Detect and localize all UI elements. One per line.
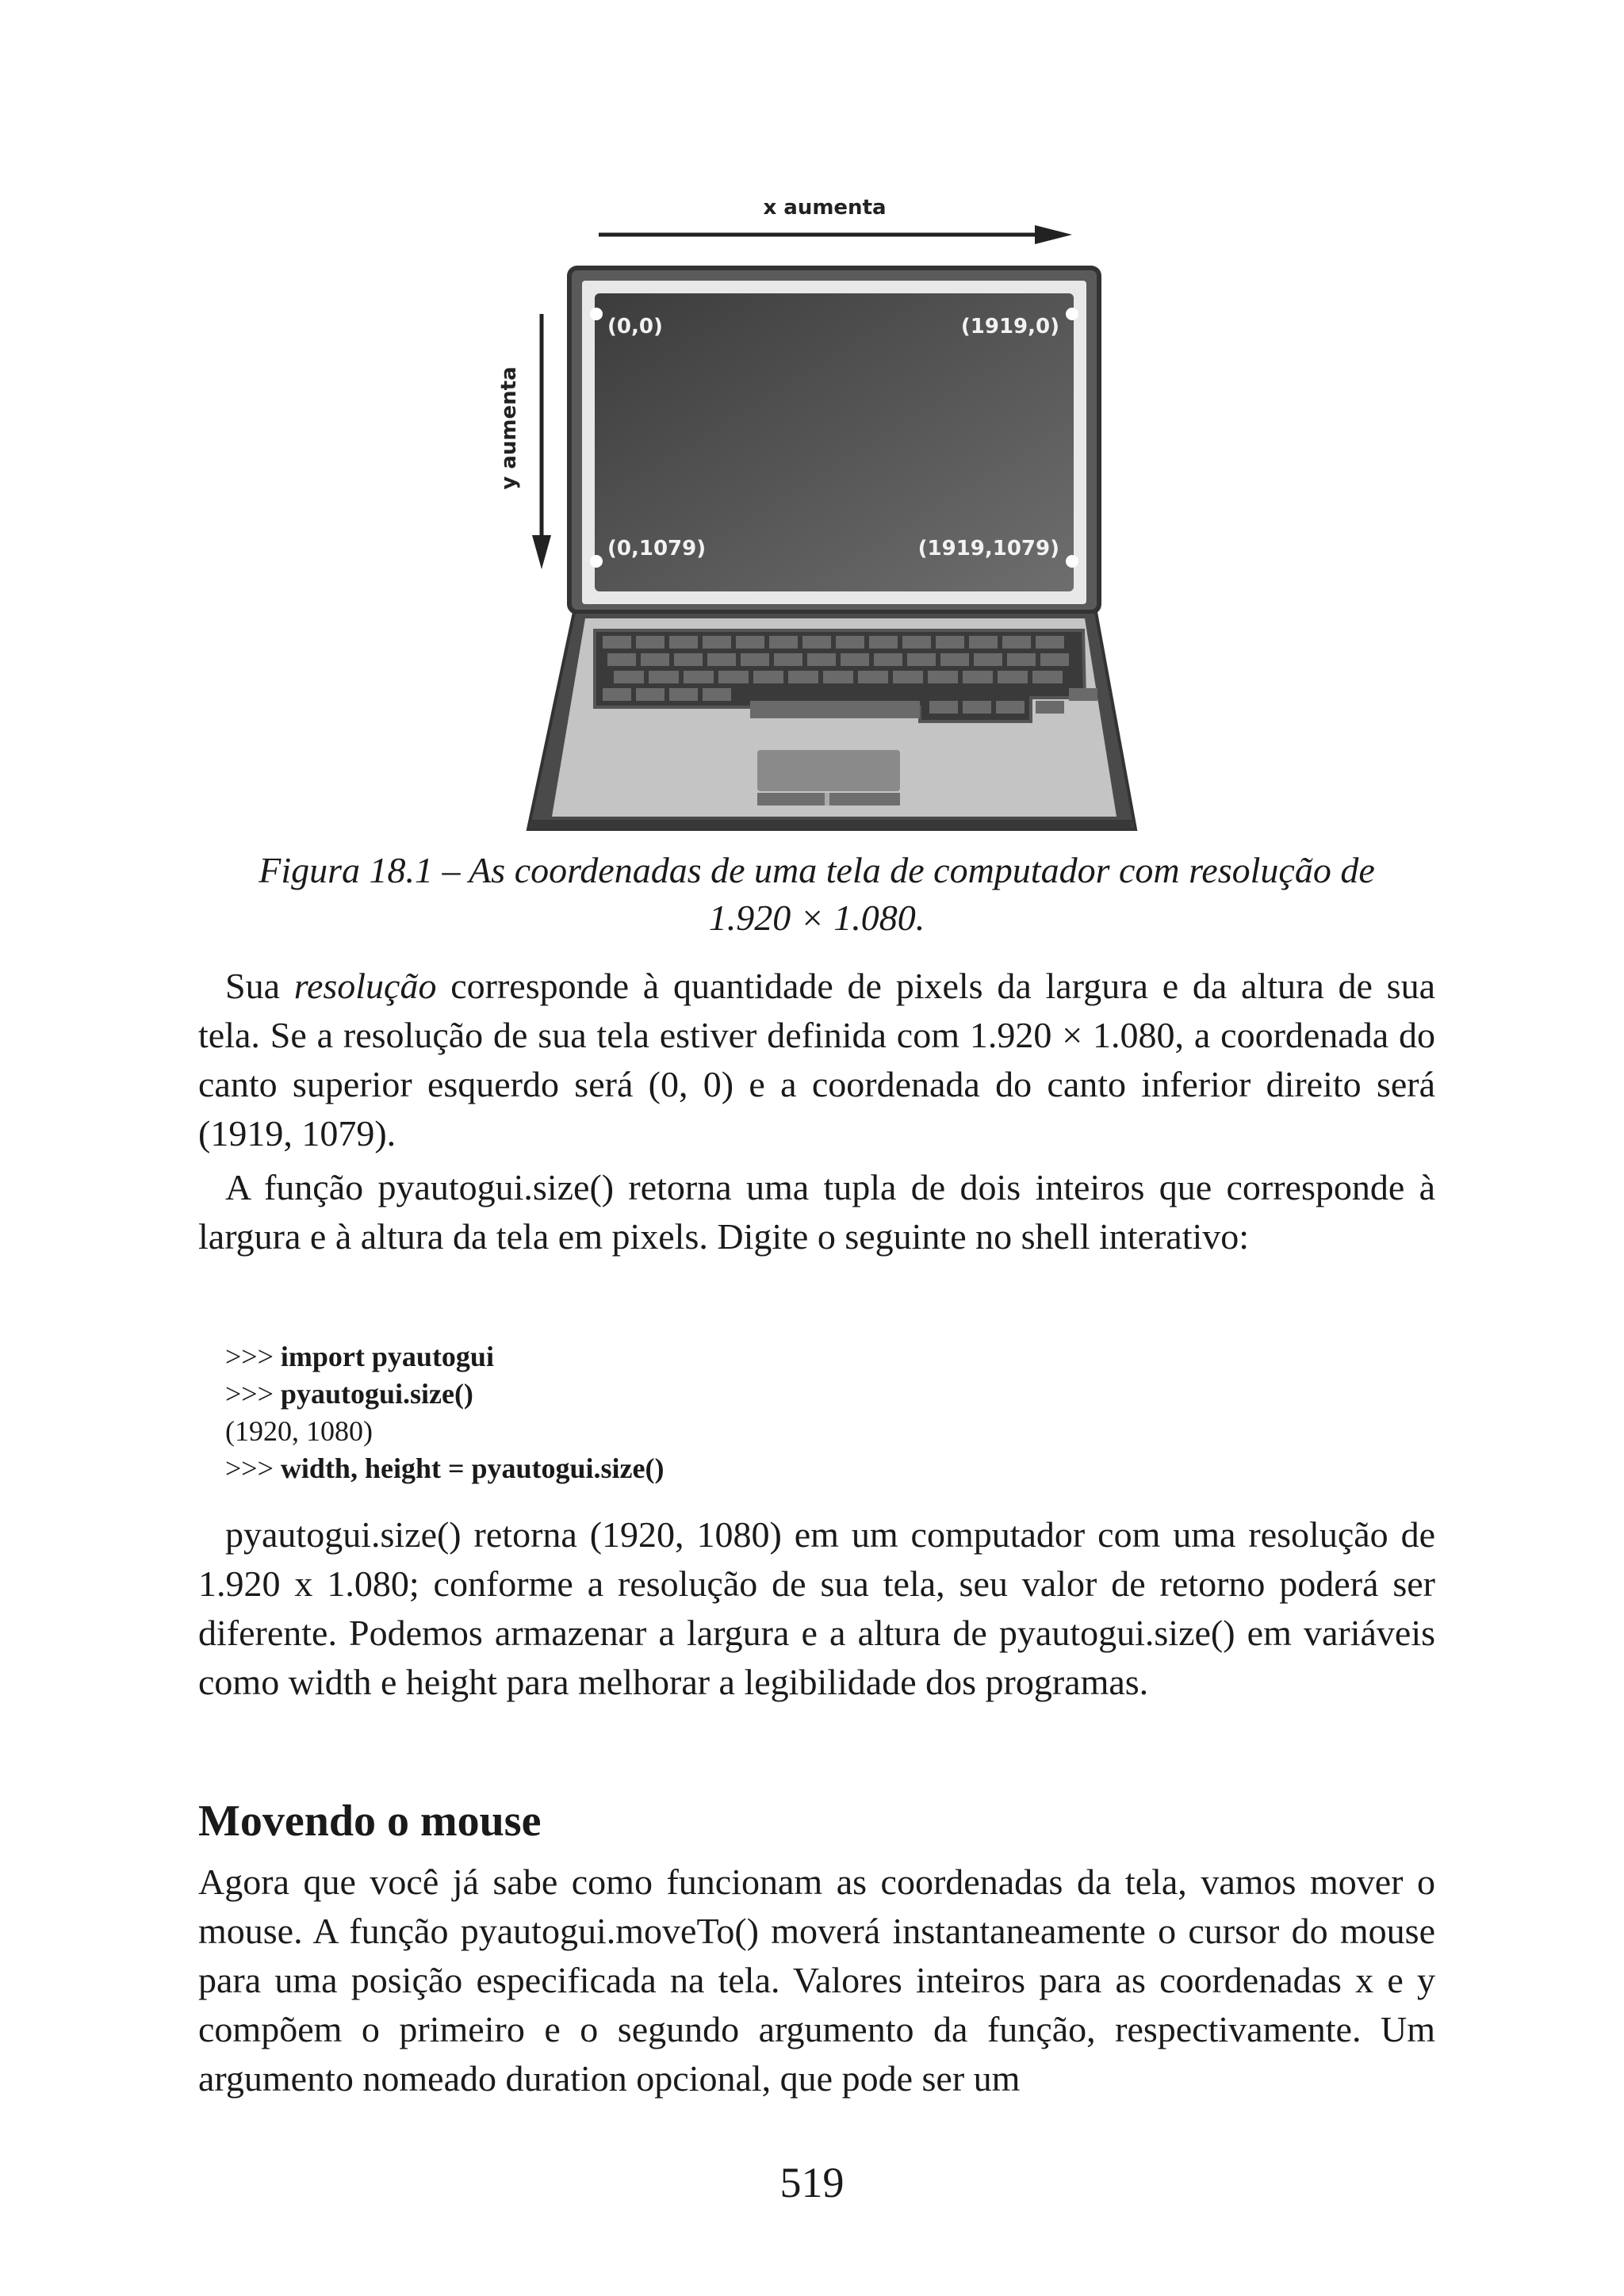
keyboard-key — [1069, 688, 1097, 701]
code-prompt: >>> — [225, 1452, 281, 1484]
keyboard-key — [703, 688, 731, 701]
corner-dot-top-right — [1066, 308, 1078, 320]
keyboard-key — [707, 653, 736, 666]
keyboard-key — [1032, 671, 1063, 683]
section-heading: Movendo o mouse — [198, 1797, 542, 1846]
keyboard-key — [788, 671, 818, 683]
caption-line-2: 1.920 × 1.080. — [708, 897, 925, 938]
keyboard-key — [1040, 653, 1069, 666]
keyboard-key — [703, 636, 731, 649]
keyboard-key — [823, 671, 853, 683]
keyboard-key — [614, 671, 644, 683]
corner-dot-top-left — [590, 308, 603, 320]
keyboard-key — [929, 701, 958, 714]
keyboard-key — [963, 701, 991, 714]
keyboard-key — [1007, 653, 1036, 666]
keyboard-key — [636, 688, 665, 701]
paragraph-move-mouse: Agora que você já sabe como funcionam as coordenadas da tela, vamos mover o mouse. A função pyautogui.moveTo() moverá instantaneamente o cursor do mouse para uma posição especificada na tela. Valores inteiros para as coordenadas x e y compõem o primeiro e o segundo argumento da função, respectivamente. Um argumento nomeado duration opcional, que pode ser um — [198, 1862, 1435, 2099]
keyboard-key — [641, 653, 669, 666]
code-line-1 — [225, 1338, 1335, 1376]
paragraph-resolution — [198, 962, 1435, 1158]
keyboard-key — [963, 671, 993, 683]
keyboard-key — [684, 671, 714, 683]
laptop-lid — [569, 268, 1099, 612]
keyboard-key — [753, 671, 783, 683]
keyboard-key — [603, 688, 631, 701]
keyboard-key — [841, 653, 869, 666]
code-statement: pyautogui.size() — [280, 1378, 473, 1410]
laptop-coordinates-figure — [476, 174, 1174, 840]
keyboard-key — [774, 653, 802, 666]
page-number: 519 — [779, 2159, 845, 2206]
keyboard-key — [669, 688, 698, 701]
keyboard-key — [936, 636, 964, 649]
keyboard-key — [769, 636, 798, 649]
coord-top-right: (1919,0) — [960, 315, 1059, 339]
para1-rest: corresponde à quantidade de pixels da largura e da altura de sua tela. Se a resolução de sua tela estiver definida com 1.920 × 1.080, a coordenada do canto superior esquerdo será (0, 0) e a coordenada do canto inferior direito será (1919, 1079). — [198, 966, 1436, 1154]
paragraph-size-function: A função pyautogui.size() retorna uma tupla de dois inteiros que corresponde à largura e à altura da tela em pixels. Digite o seguinte no shell interativo: — [198, 1167, 1435, 1257]
keyboard-key — [907, 653, 936, 666]
keyboard-key — [802, 636, 831, 649]
keyboard-key — [874, 653, 902, 666]
coord-top-left: (0,0) — [607, 315, 663, 339]
code-statement: width, height = pyautogui.size() — [280, 1452, 665, 1484]
x-axis-label: x aumenta — [763, 196, 887, 220]
laptop-illustration — [476, 174, 1174, 840]
x-arrow — [599, 225, 1072, 244]
spacebar — [750, 701, 920, 718]
keyboard-key — [718, 671, 749, 683]
corner-dot-bottom-right — [1066, 555, 1078, 568]
y-arrow — [532, 314, 551, 569]
keyboard-key — [902, 636, 931, 649]
trackpad — [757, 750, 900, 791]
keyboard-key — [636, 636, 665, 649]
keyboard-key — [998, 671, 1028, 683]
caption-line-1: Figura 18.1 – As coordenadas de uma tela de computador com resolução de — [259, 850, 1375, 890]
y-axis-label: y aumenta — [497, 366, 521, 490]
keyboard-key — [928, 671, 958, 683]
code-output: (1920, 1080) — [225, 1415, 373, 1447]
keyboard-key — [607, 653, 636, 666]
keyboard-key — [969, 636, 998, 649]
keyboard-key — [858, 671, 888, 683]
keyboard-key — [649, 671, 679, 683]
keyboard-key — [603, 636, 631, 649]
keyboard-key — [940, 653, 969, 666]
coord-bottom-left: (0,1079) — [607, 537, 707, 561]
keyboard-key — [669, 636, 698, 649]
code-statement: import pyautogui — [280, 1341, 494, 1372]
keyboard-key — [736, 636, 764, 649]
keyboard-key — [741, 653, 769, 666]
code-prompt: >>> — [225, 1341, 281, 1372]
coord-bottom-right: (1919,1079) — [917, 537, 1059, 561]
keyboard-key — [807, 653, 836, 666]
code-line-4 — [225, 1450, 1335, 1487]
keyboard-key — [674, 653, 703, 666]
keyboard-key — [836, 636, 864, 649]
keyboard-key — [1036, 701, 1064, 714]
code-prompt: >>> — [225, 1378, 281, 1410]
keyboard-key — [893, 671, 923, 683]
code-line-2 — [225, 1376, 1335, 1413]
keyboard-key — [1036, 636, 1064, 649]
code-block — [225, 1338, 1335, 1487]
para1-emphasis: resolução — [293, 966, 437, 1006]
keyboard-key — [974, 653, 1002, 666]
keyboard-key — [869, 636, 898, 649]
keyboard-key — [996, 701, 1025, 714]
laptop-base — [528, 612, 1136, 829]
figure-caption — [198, 847, 1435, 942]
corner-dot-bottom-left — [590, 555, 603, 568]
keyboard-key — [1002, 636, 1031, 649]
paragraph-size-result: pyautogui.size() retorna (1920, 1080) em um computador com uma resolução de 1.920 x 1.080; conforme a resolução de sua tela, seu valor de retorno poderá ser diferente. Podemos armazenar a largura e a altura de pyautogui.size() em variáveis como width e height para melhorar a legibilidade dos programas. — [198, 1514, 1435, 1702]
para1-intro: Sua — [225, 966, 294, 1006]
